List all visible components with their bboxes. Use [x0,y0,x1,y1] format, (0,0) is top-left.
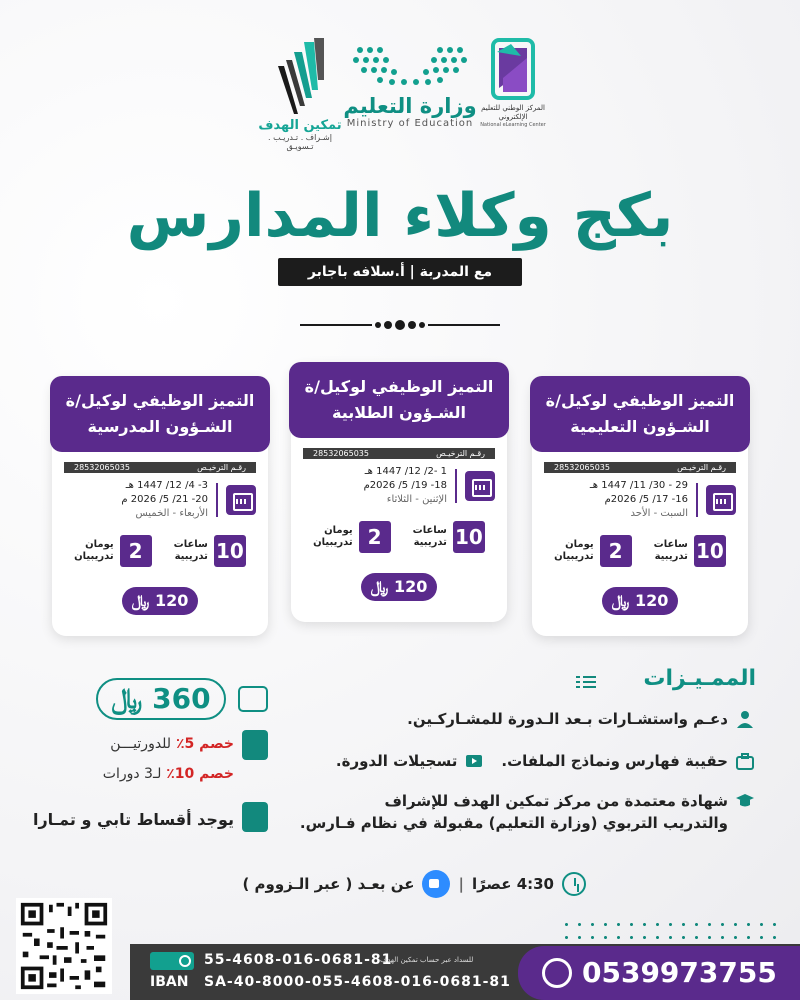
price-badge: 120 ﷼ [361,573,437,601]
date-divider [696,483,698,517]
days-label [554,539,594,563]
feature-certificate-cont [300,814,728,832]
hours-count: 10 [453,521,485,553]
date-gregorian: 20- 21/ 5/ 2026 م [121,494,208,505]
card-header [530,376,750,452]
iban-label: IBAN [150,974,189,990]
graduation-cap-icon [736,792,754,810]
card-title-line1: التميز الوظيفي لوكيل/ة [65,391,255,410]
license-number: 28532065035 [554,463,610,472]
discount-two-value: خصم 5٪ [175,736,234,752]
iban-number: SA-40-8000-055-4608-016-0681-81 [204,974,511,990]
moe-name-ar: وزارة التعليم [343,94,477,118]
calendar-icon [226,485,256,515]
days-label-1: يومان [85,539,114,550]
dots-decoration [560,918,780,944]
card-stats [60,535,260,567]
license-bar [544,462,736,473]
license-label: رقـم الترخيـص [677,463,726,472]
date-block [303,465,495,507]
date-hijri: 3- 4/ 12/ 1447 هـ [125,480,208,491]
date-text [121,479,208,521]
card-title-line2: الشـؤون الطلابية [332,403,466,422]
session-time: 4:30 عصرًا [471,875,554,893]
license-label: رقـم الترخيـص [197,463,246,472]
days-count: 2 [359,521,391,553]
discount-three [103,766,234,782]
phone-number: 0539973755 [582,956,777,989]
discount-three-text: لـ3 دورات [102,766,162,782]
video-icon [465,752,483,770]
hours-label [174,539,208,563]
hours-label [654,539,688,563]
days-label-1: يومان [565,539,594,550]
date-gregorian: 18- 19/ 5/ 2026م [363,480,447,491]
card-title-line1: التميز الوظيفي لوكيل/ة [545,391,735,410]
schedule-row [216,870,586,898]
date-divider [216,483,218,517]
price-badge: 120 ﷼ [122,587,198,615]
moe-name-en: Ministry of Education [346,118,474,129]
user-support-icon [736,710,754,728]
discount-three-value: خصم 10٪ [166,766,234,782]
tamkeen-logo [255,36,345,151]
feature-text: شهادة معتمدة من مركز تمكين الهدف للإشراف [384,792,728,810]
days-label-2: تدريبيان [554,551,594,562]
whatsapp-icon [542,958,572,988]
days-label-2: تدريبيان [313,537,353,548]
list-icon [576,674,596,690]
date-days: الأربعاء - الخميس [135,508,208,519]
hours-label [413,525,447,549]
date-divider [455,469,457,503]
date-gregorian: 16- 17/ 5/ 2026م [604,494,688,505]
nelc-logo [478,38,548,128]
course-card-student[interactable] [291,364,507,622]
card-title-line1: التميز الوظيفي لوكيل/ة [304,377,494,396]
hours-label-2: تدريبية [174,551,208,562]
days-label [74,539,114,563]
tamkeen-name: تمكين الهدف [258,118,342,133]
schedule-separator: | [458,875,464,893]
days-label [313,525,353,549]
feature-text: دعـم واستشـارات بـعد الـدورة للمشـاركـين. [407,710,728,728]
course-card-educational[interactable] [532,378,748,636]
tamkeen-tagline: إشـراف . تـدريـب . تـسويـق [268,133,332,151]
payment-icon [242,730,268,760]
date-hijri: 1 -2/ 12/ 1447 هـ [364,466,447,477]
calendar-icon [465,471,495,501]
card-header [50,376,270,452]
moe-logo [340,42,480,129]
hours-label-1: ساعات [173,539,208,550]
installment-icon [242,802,268,832]
card-title-line2: الشـؤون المدرسية [87,417,233,436]
nelc-name-ar: المركز الوطني للتعليم الإلكتروني [481,104,545,121]
course-card-school[interactable] [52,378,268,636]
card-stats [540,535,740,567]
discount-two-text: للدورتيـــن [110,736,172,752]
hours-label-1: ساعات [412,525,447,536]
tamkeen-logo-mark-icon [272,36,328,116]
divider-ornament-icon [300,318,500,332]
feature-text: والتدريب التربوي (وزارة التعليم) مقبولة في نظام فـارس. [299,814,728,832]
clock-icon [562,872,586,896]
date-text [590,479,688,521]
phone-badge[interactable] [518,946,800,1000]
account-number: 55-4608-016-0681-81 [204,952,393,968]
nelc-name-en: National eLearning Center [480,122,546,128]
zoom-icon [422,870,450,898]
hours-count: 10 [694,535,726,567]
feature-files [336,752,754,770]
license-bar [303,448,495,459]
hours-label-1: ساعات [653,539,688,550]
license-number: 28532065035 [74,463,130,472]
feature-text: تسجيلات الدورة. [335,752,458,770]
days-label-1: يومان [324,525,353,536]
features-title: الممـيـزات [643,666,756,691]
date-days: الإثنين - الثلاثاء [386,494,447,505]
card-title-line2: الشـؤون التعليمية [570,417,710,436]
page-title: بكج وكلاء المدارس [126,181,674,251]
bank-details [150,950,520,996]
date-block [64,479,256,521]
payment-note: للسداد عبر حساب تمكين الهدف [380,956,474,964]
license-number: 28532065035 [313,449,369,458]
session-mode: عن بعـد ( عبر الـزووم ) [242,875,415,893]
date-text [364,465,447,507]
days-count: 2 [600,535,632,567]
bank-logo-icon [150,952,194,970]
date-days: السبت - الأحد [630,508,688,519]
installments-text: يوجد أقساط تابي و تمـارا [32,810,234,829]
date-block [544,479,736,521]
price-badge: 120 ﷼ [602,587,678,615]
feature-text: حقيبة فهارس ونماذج الملفات. [501,752,728,770]
credit-card-icon [238,686,268,712]
trainer-banner: مع المدربة | أ.سلافه باجابر [278,258,522,286]
days-label-2: تدريبيان [74,551,114,562]
package-price: 360 ﷼ [96,678,226,720]
license-bar [64,462,256,473]
nelc-mark-icon [491,38,535,100]
hours-label-2: تدريبية [654,551,688,562]
days-count: 2 [120,535,152,567]
feature-certificate [384,792,754,810]
hours-count: 10 [214,535,246,567]
card-stats [299,521,499,553]
feature-support [407,710,754,728]
qr-code-icon [16,898,112,994]
briefcase-icon [736,752,754,770]
license-label: رقـم الترخيـص [436,449,485,458]
date-hijri: 29 - 30/ 11/ 1447 هـ [589,480,688,491]
hours-label-2: تدريبية [413,537,447,548]
discount-two [110,736,234,752]
card-header [289,362,509,438]
moe-dots-icon [350,42,470,88]
calendar-icon [706,485,736,515]
logos-header [0,36,800,151]
